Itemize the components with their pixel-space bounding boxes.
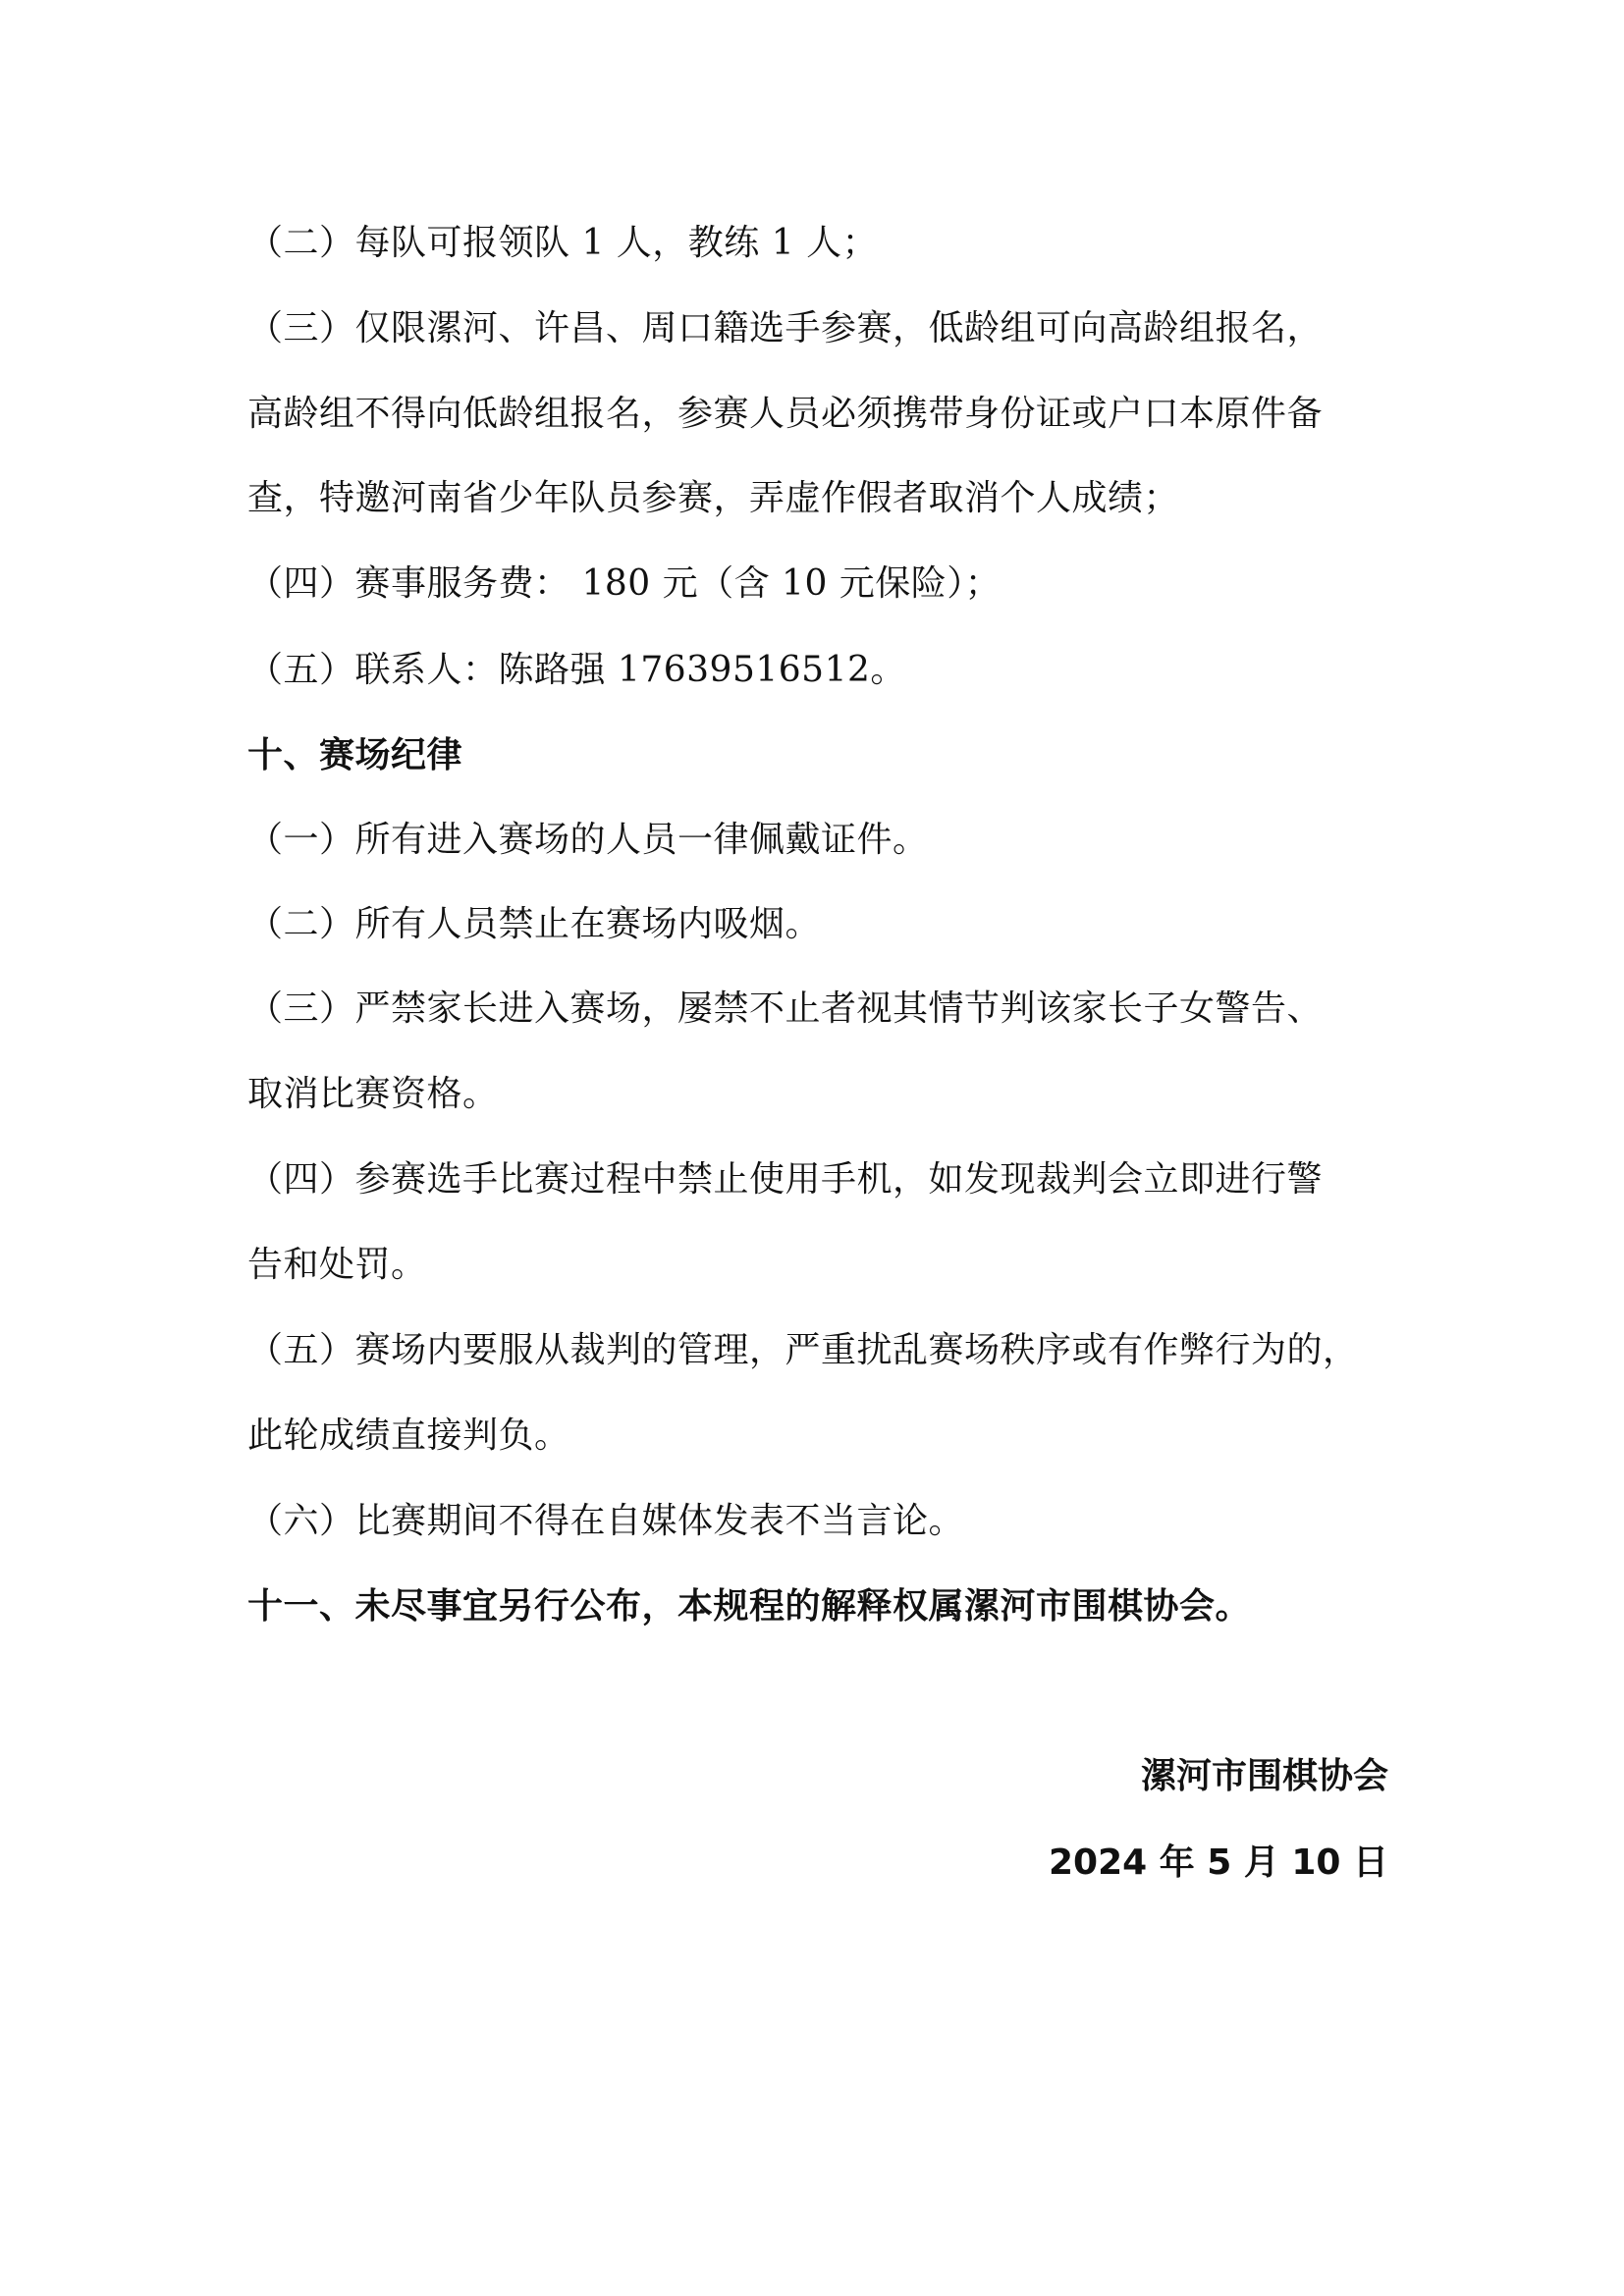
s10-item-3-cont: 取消比赛资格。 [247, 1074, 499, 1114]
s10-item-4-cont: 告和处罚。 [247, 1245, 427, 1285]
s9-item-3-cont-2: 查，特邀河南省少年队员参赛，弄虚作假者取消个人成绩； [247, 478, 1180, 518]
s9-item-3-cont-1: 高龄组不得向低龄组报名，参赛人员必须携带身份证或户口本原件备 [247, 394, 1324, 434]
s10-item-4: （四）参赛选手比赛过程中禁止使用手机，如发现裁判会立即进行警 [247, 1159, 1324, 1200]
signature-organization: 漯河市围棋协会 [1140, 1756, 1388, 1796]
section-10-heading: 十、赛场纪律 [247, 735, 463, 775]
s10-item-5-cont: 此轮成绩直接判负。 [247, 1415, 570, 1456]
s9-item-2: （二）每队可报领队 1 人，教练 1 人； [247, 223, 879, 263]
s10-item-2: （二）所有人员禁止在赛场内吸烟。 [247, 904, 822, 944]
s10-item-6: （六）比赛期间不得在自媒体发表不当言论。 [247, 1501, 965, 1541]
s10-item-1: （一）所有进入赛场的人员一律佩戴证件。 [247, 820, 929, 860]
signature-date: 2024 年 5 月 10 日 [1048, 1842, 1388, 1883]
s9-item-3: （三）仅限漯河、许昌、周口籍选手参赛，低龄组可向高龄组报名， [247, 308, 1324, 348]
s10-item-3: （三）严禁家长进入赛场，屡禁不止者视其情节判该家长子女警告、 [247, 988, 1324, 1029]
s9-item-4-fee: （四）赛事服务费： 180 元（含 10 元保险）； [247, 563, 1001, 604]
s9-item-5-contact: （五）联系人：陈路强 17639516512。 [247, 650, 906, 690]
section-11-heading: 十一、未尽事宜另行公布，本规程的解释权属漯河市围棋协会。 [247, 1586, 1252, 1627]
s10-item-5: （五）赛场内要服从裁判的管理，严重扰乱赛场秩序或有作弊行为的， [247, 1330, 1359, 1370]
